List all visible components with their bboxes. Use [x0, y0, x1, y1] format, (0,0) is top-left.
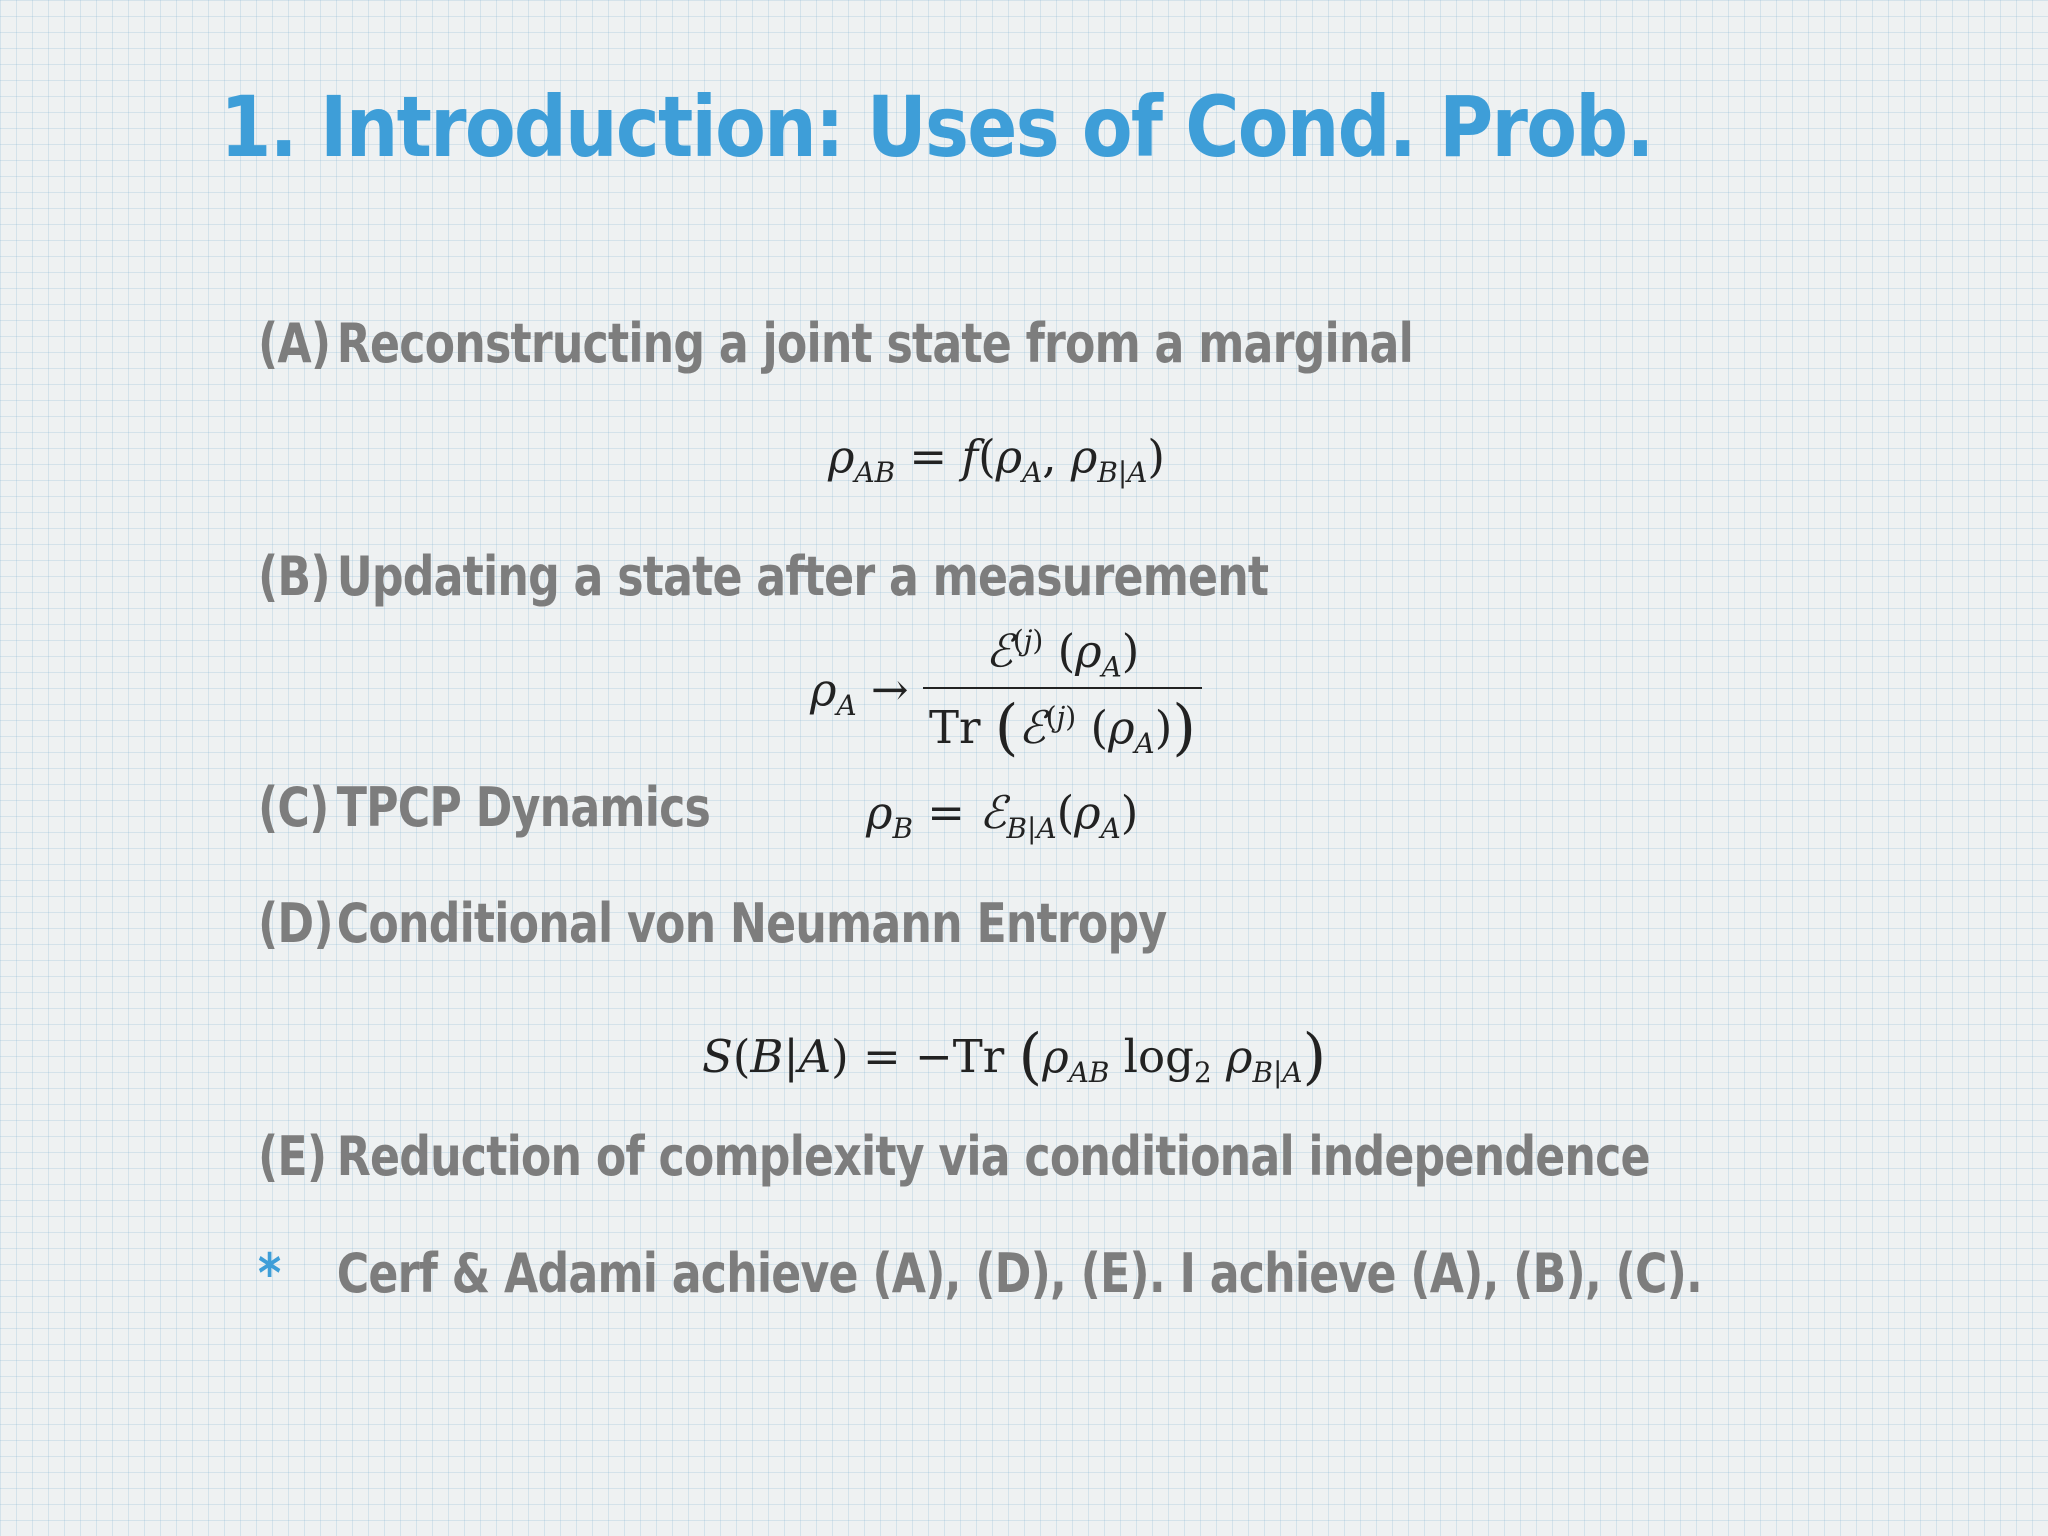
item-label: (B) — [258, 545, 330, 608]
list-item-c — [258, 776, 710, 839]
item-text: Conditional von Neumann Entropy — [336, 892, 1167, 955]
list-item-b — [258, 545, 1268, 608]
item-text: Updating a state after a measurement — [336, 545, 1269, 608]
list-item-e — [258, 1125, 1650, 1188]
equation-joint-state: $\rho_{AB} = f(\rho_A$, $\rho_{B|A}$) — [828, 430, 1165, 489]
item-label: (E) — [258, 1125, 327, 1188]
item-text: Reduction of complexity via conditional independence — [336, 1125, 1650, 1188]
equation-state-update: $\rho_A$ → $\frac{ℰ^{(j)} (\rho_A)}{Tr (ℰ^{(j)} (\rho_A))}$ — [810, 624, 1202, 763]
item-label: (D) — [258, 892, 333, 955]
item-label: (C) — [258, 776, 329, 839]
item-label: (A) — [258, 312, 331, 375]
equation-tpcp: $\rho_B$ = $ℰ_{B|A}(\rho_A)$ — [866, 786, 1139, 845]
item-text: TPCP Dynamics — [336, 776, 711, 839]
fraction: $\frac{ℰ^{(j)} (\rho_A)}{Tr (ℰ^{(j)} (\rho_A))}$ — [923, 624, 1202, 763]
summary-text: Cerf & Adami achieve (A), (D), (E). I achieve (A), (B), (C). — [336, 1242, 1703, 1305]
slide-title: 1. Introduction: Uses of Cond. Prob. — [220, 78, 1653, 176]
list-item-a — [258, 312, 1413, 375]
asterisk-icon: * — [258, 1242, 281, 1305]
list-item-d — [258, 892, 1166, 955]
summary-item — [258, 1242, 1702, 1305]
equation-conditional-entropy: S(B|A) = −Tr ($\rho_{AB}$ $\log_2 \rho_{B|A}$) — [702, 1022, 1327, 1092]
item-text: Reconstructing a joint state from a marginal — [336, 312, 1413, 375]
